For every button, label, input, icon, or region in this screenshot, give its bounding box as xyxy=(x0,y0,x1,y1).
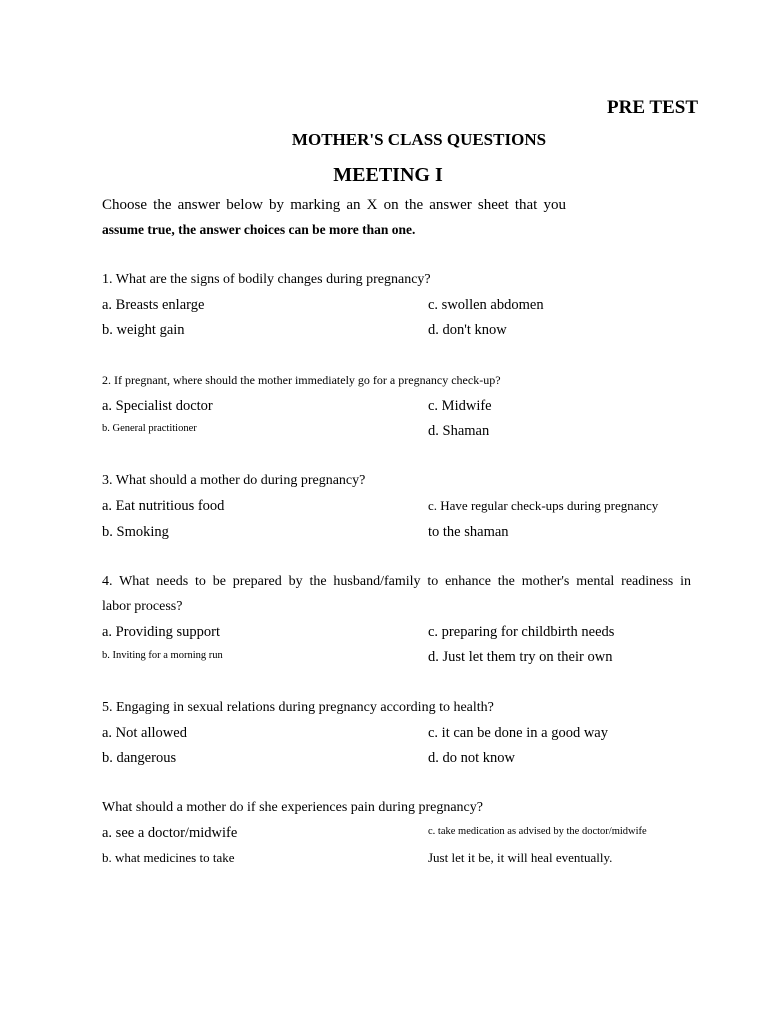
question-6: What should a mother do if she experiences pain during pregnancy? xyxy=(102,800,483,815)
question-3-option-a: a. Eat nutritious food xyxy=(102,498,225,514)
question-5-option-b: b. dangerous xyxy=(102,750,177,766)
question-3-option-d: to the shaman xyxy=(428,524,509,540)
question-2-option-b: b. General practitioner xyxy=(102,423,197,434)
document-title: MOTHER'S CLASS QUESTIONS xyxy=(291,130,547,149)
question-5: 5. Engaging in sexual relations during pregnancy according to health? xyxy=(102,700,494,715)
question-2-option-c: c. Midwife xyxy=(428,398,492,414)
question-6-option-c: c. take medication as advised by the doctor/midwife xyxy=(428,826,647,837)
question-1-option-a: a. Breasts enlarge xyxy=(102,297,205,313)
question-3-option-b: b. Smoking xyxy=(102,524,169,540)
question-4-option-c: c. preparing for childbirth needs xyxy=(428,624,615,640)
pre-test-heading: PRE TEST xyxy=(607,97,698,118)
question-5-option-a: a. Not allowed xyxy=(102,725,187,741)
question-6-option-b: b. what medicines to take xyxy=(102,850,235,865)
instructions-line-1: Choose the answer below by marking an X on the answer sheet that you xyxy=(102,197,566,213)
question-5-option-d: d. do not know xyxy=(428,750,515,766)
meeting-heading: MEETING I xyxy=(333,164,443,186)
question-1: 1. What are the signs of bodily changes during pregnancy? xyxy=(102,272,431,287)
question-5-option-c: c. it can be done in a good way xyxy=(428,725,608,741)
question-3-option-c: c. Have regular check-ups during pregnancy xyxy=(428,498,659,513)
question-3: 3. What should a mother do during pregnancy? xyxy=(102,473,366,488)
question-4-line-1: 4. What needs to be prepared by the husband/family to enhance the mother's mental readiness in xyxy=(102,574,691,589)
question-6-option-a: a. see a doctor/midwife xyxy=(102,825,238,841)
question-2: 2. If pregnant, where should the mother immediately go for a pregnancy check-up? xyxy=(102,373,501,387)
instructions-line-2: assume true, the answer choices can be more than one. xyxy=(102,222,416,237)
question-4-option-d: d. Just let them try on their own xyxy=(428,649,613,665)
question-4-option-a: a. Providing support xyxy=(102,624,221,640)
question-1-option-b: b. weight gain xyxy=(102,322,185,338)
question-4-option-b: b. Inviting for a morning run xyxy=(102,650,223,661)
question-4-line-2: labor process? xyxy=(102,599,183,614)
question-2-option-a: a. Specialist doctor xyxy=(102,398,213,414)
question-1-option-c: c. swollen abdomen xyxy=(428,297,544,313)
question-2-option-d: d. Shaman xyxy=(428,423,490,439)
question-6-option-d: Just let it be, it will heal eventually. xyxy=(428,850,613,865)
question-1-option-d: d. don't know xyxy=(428,322,507,338)
